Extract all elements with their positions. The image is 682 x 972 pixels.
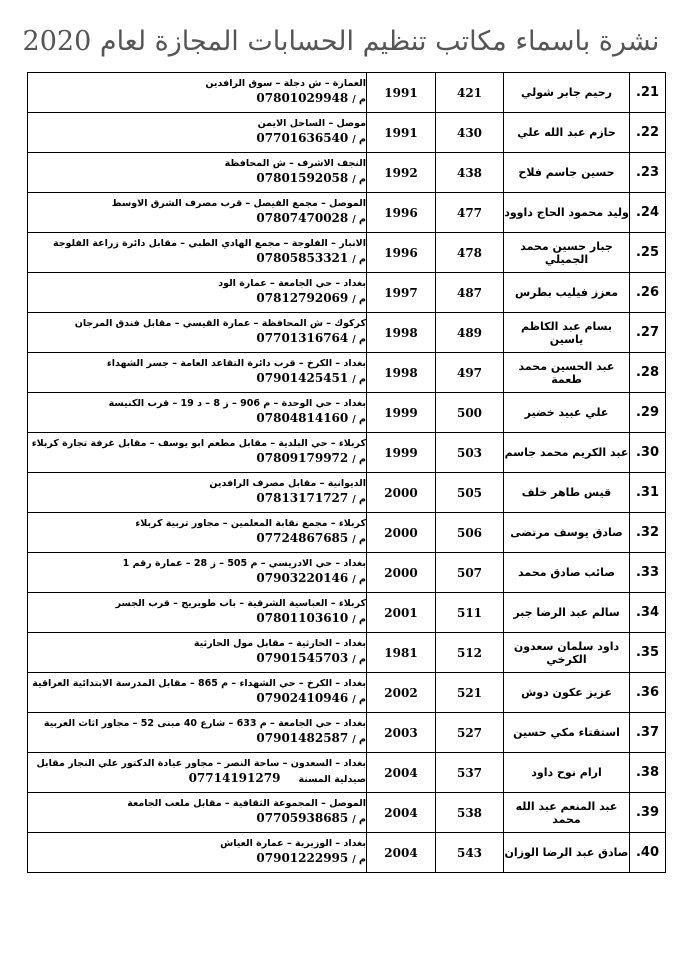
row-number: 34. xyxy=(630,593,666,633)
phone-line xyxy=(28,850,366,868)
office-holder-name: استقتاء مكي حسين xyxy=(504,713,630,753)
office-holder-name: صائب صادق محمد xyxy=(504,553,630,593)
office-holder-name: صادق عبد الرضا الوزان xyxy=(504,833,630,873)
phone-line xyxy=(28,130,366,148)
row-number: 37. xyxy=(630,713,666,753)
office-code: 521 xyxy=(436,673,504,713)
phone-line xyxy=(28,690,366,708)
phone-line xyxy=(28,810,366,828)
phone-number: 07813171727 xyxy=(256,491,349,505)
license-year: 1996 xyxy=(367,193,436,233)
office-holder-name: جبار حسين محمد الجميلي xyxy=(504,233,630,273)
row-number: 27. xyxy=(630,313,666,353)
office-address: بغداد – الكرخ – حي الشهداء – م 865 – مقابل المدرسة الابتدائية العراقية xyxy=(32,678,366,689)
office-holder-name: حسين جاسم فلاح xyxy=(504,153,630,193)
office-address: بغداد – حي الجامعة – عمارة الود xyxy=(218,278,366,289)
table-row xyxy=(28,673,666,713)
address-cell xyxy=(28,353,367,393)
table-row xyxy=(28,113,666,153)
phone-prefix: م / xyxy=(352,94,366,105)
office-code: 421 xyxy=(436,73,504,113)
phone-line xyxy=(28,90,366,108)
license-year: 2004 xyxy=(367,793,436,833)
table-row xyxy=(28,273,666,313)
address-cell xyxy=(28,673,367,713)
address-cell xyxy=(28,713,367,753)
row-number: 23. xyxy=(630,153,666,193)
office-holder-name: عبد المنعم عبد الله محمد xyxy=(504,793,630,833)
phone-prefix: م / xyxy=(352,414,366,425)
row-number: 25. xyxy=(630,233,666,273)
phone-number: 07902410946 xyxy=(256,691,349,705)
row-number: 35. xyxy=(630,633,666,673)
table-row xyxy=(28,193,666,233)
row-number: 36. xyxy=(630,673,666,713)
table-row xyxy=(28,753,666,793)
phone-line xyxy=(28,370,366,388)
address-cell xyxy=(28,793,367,833)
address-cell xyxy=(28,113,367,153)
office-holder-name: رحيم جابر شولي xyxy=(504,73,630,113)
table-row xyxy=(28,513,666,553)
office-address: كربلاء – مجمع نقابة المعلمين – مجاور تربية كربلاء xyxy=(135,518,366,529)
office-holder-name: قيس طاهر خلف xyxy=(504,473,630,513)
phone-number: 07705938685 xyxy=(256,811,349,825)
license-year: 2003 xyxy=(367,713,436,753)
address-cell xyxy=(28,273,367,313)
address-cell xyxy=(28,73,367,113)
phone-number: 07901425451 xyxy=(256,371,349,385)
address-cell xyxy=(28,513,367,553)
office-address: موصل – الساحل الايمن xyxy=(257,118,366,129)
phone-number: 07901545703 xyxy=(256,651,349,665)
phone-line xyxy=(28,730,366,748)
phone-line xyxy=(28,410,366,428)
office-address: بغداد – الوزيرية – عمارة العياش xyxy=(220,838,366,849)
table-row xyxy=(28,833,666,873)
table-row xyxy=(28,233,666,273)
license-year: 1998 xyxy=(367,313,436,353)
license-year: 1992 xyxy=(367,153,436,193)
office-address: بغداد – حي الوحدة – م 906 – ز 8 – د 19 – قرب الكنيسة xyxy=(108,398,366,409)
license-year: 1996 xyxy=(367,233,436,273)
office-address: كربلاء – حي البلدية – مقابل مطعم ابو يوسف – مقابل غرفة تجارة كربلاء xyxy=(31,438,366,449)
phone-prefix: م / xyxy=(352,534,366,545)
phone-line xyxy=(28,770,366,788)
office-code: 503 xyxy=(436,433,504,473)
phone-prefix: م / xyxy=(352,334,366,345)
phone-prefix: م / xyxy=(352,734,366,745)
phone-prefix: م / xyxy=(352,134,366,145)
office-code: 500 xyxy=(436,393,504,433)
phone-number: 07901482587 xyxy=(256,731,349,745)
row-number: 26. xyxy=(630,273,666,313)
phone-number: 07701316764 xyxy=(256,331,349,345)
row-number: 32. xyxy=(630,513,666,553)
office-holder-name: وليد محمود الحاج داوود xyxy=(504,193,630,233)
row-number: 29. xyxy=(630,393,666,433)
address-cell xyxy=(28,833,367,873)
license-year: 2004 xyxy=(367,833,436,873)
office-holder-name: عبد الكريم محمد جاسم xyxy=(504,433,630,473)
phone-number: 07724867685 xyxy=(256,531,349,545)
table-row xyxy=(28,153,666,193)
office-address: الانبار – الفلوجة – مجمع الهادي الطبي – مقابل دائرة زراعة الفلوجة xyxy=(52,238,366,249)
row-number: 21. xyxy=(630,73,666,113)
row-number: 30. xyxy=(630,433,666,473)
table-row xyxy=(28,793,666,833)
office-code: 477 xyxy=(436,193,504,233)
phone-prefix: م / xyxy=(352,654,366,665)
phone-line xyxy=(28,530,366,548)
license-year: 1999 xyxy=(367,433,436,473)
office-holder-name: صادق يوسف مرتضى xyxy=(504,513,630,553)
phone-prefix: م / xyxy=(352,374,366,385)
phone-line xyxy=(28,170,366,188)
office-holder-name: سالم عبد الرضا جبر xyxy=(504,593,630,633)
phone-prefix: م / xyxy=(352,574,366,585)
office-code: 438 xyxy=(436,153,504,193)
license-year: 2000 xyxy=(367,553,436,593)
phone-number: 07805853321 xyxy=(256,251,349,265)
phone-number: 07812792069 xyxy=(256,291,349,305)
phone-number: 07714191279 xyxy=(188,771,281,785)
phone-line xyxy=(28,650,366,668)
phone-prefix: م / xyxy=(352,294,366,305)
address-cell xyxy=(28,633,367,673)
address-cell xyxy=(28,593,367,633)
office-address: بغداد – حي الادريسي – م 505 – ز 28 – عمارة رقم 1 xyxy=(122,558,366,569)
office-code: 537 xyxy=(436,753,504,793)
license-year: 1999 xyxy=(367,393,436,433)
phone-prefix: م / xyxy=(352,814,366,825)
table-row xyxy=(28,353,666,393)
office-address: بغداد – حي الجامعة – م 633 – شارع 40 مبنى 52 – مجاور اثاث العربية xyxy=(43,718,366,729)
table-row xyxy=(28,393,666,433)
phone-line xyxy=(28,610,366,628)
office-code: 505 xyxy=(436,473,504,513)
license-year: 1997 xyxy=(367,273,436,313)
office-code: 506 xyxy=(436,513,504,553)
phone-prefix: م / xyxy=(352,174,366,185)
table-row xyxy=(28,473,666,513)
row-number: 40. xyxy=(630,833,666,873)
license-year: 1998 xyxy=(367,353,436,393)
table-body xyxy=(28,73,666,873)
office-code: 489 xyxy=(436,313,504,353)
address-cell xyxy=(28,153,367,193)
office-address: العمارة – ش دجلة – سوق الرافدين xyxy=(205,78,366,89)
row-number: 33. xyxy=(630,553,666,593)
office-address: النجف الاشرف – ش المحافظة xyxy=(224,158,366,169)
phone-line xyxy=(28,250,366,268)
office-holder-name: ارام نوح داود xyxy=(504,753,630,793)
address-cell xyxy=(28,233,367,273)
office-holder-name: معزز فيليب بطرس xyxy=(504,273,630,313)
license-year: 2001 xyxy=(367,593,436,633)
table-row xyxy=(28,713,666,753)
table-row xyxy=(28,553,666,593)
office-address: الموصل – المجموعة الثقافية – مقابل ملعب الجامعة xyxy=(127,798,366,809)
license-year: 1991 xyxy=(367,73,436,113)
license-year: 2004 xyxy=(367,753,436,793)
office-holder-name: داود سلمان سعدون الكرخي xyxy=(504,633,630,673)
phone-prefix: م / xyxy=(352,694,366,705)
address-cell xyxy=(28,753,367,793)
office-address-continued: صيدلية المسنة xyxy=(298,774,366,785)
address-cell xyxy=(28,313,367,353)
office-holder-name: حازم عبد الله علي xyxy=(504,113,630,153)
phone-number: 07807470028 xyxy=(256,211,349,225)
row-number: 22. xyxy=(630,113,666,153)
phone-prefix: م / xyxy=(352,214,366,225)
phone-prefix: م / xyxy=(352,614,366,625)
office-address: بغداد – الحارثية – مقابل مول الحارثية xyxy=(193,638,366,649)
phone-number: 07801592058 xyxy=(256,171,349,185)
office-address: الموصل – مجمع الفيصل – قرب مصرف الشرق الاوسط xyxy=(111,198,366,209)
office-holder-name: بسام عبد الكاظم ياسين xyxy=(504,313,630,353)
office-code: 487 xyxy=(436,273,504,313)
phone-prefix: م / xyxy=(352,494,366,505)
row-number: 24. xyxy=(630,193,666,233)
row-number: 28. xyxy=(630,353,666,393)
row-number: 38. xyxy=(630,753,666,793)
office-code: 497 xyxy=(436,353,504,393)
office-code: 543 xyxy=(436,833,504,873)
office-code: 538 xyxy=(436,793,504,833)
office-code: 507 xyxy=(436,553,504,593)
phone-line xyxy=(28,330,366,348)
phone-number: 07903220146 xyxy=(256,571,349,585)
office-address: كربلاء – العباسية الشرقية – باب طويريج – قرب الجسر xyxy=(115,598,366,609)
phone-number: 07701636540 xyxy=(256,131,349,145)
office-holder-name: علي عبيد خضير xyxy=(504,393,630,433)
office-code: 430 xyxy=(436,113,504,153)
office-code: 527 xyxy=(436,713,504,753)
address-cell xyxy=(28,393,367,433)
row-number: 39. xyxy=(630,793,666,833)
office-holder-name: عزيز عكون دوش xyxy=(504,673,630,713)
phone-line xyxy=(28,210,366,228)
address-cell xyxy=(28,433,367,473)
phone-number: 07801029948 xyxy=(256,91,349,105)
license-year: 2002 xyxy=(367,673,436,713)
offices-table xyxy=(27,72,666,873)
office-address: كركوك – ش المحافظة – عمارة القيسي – مقابل فندق المرجان xyxy=(74,318,366,329)
phone-prefix: م / xyxy=(352,254,366,265)
office-code: 512 xyxy=(436,633,504,673)
license-year: 1981 xyxy=(367,633,436,673)
phone-number: 07804814160 xyxy=(256,411,349,425)
address-cell xyxy=(28,473,367,513)
phone-number: 07901222995 xyxy=(256,851,349,865)
office-holder-name: عبد الحسين محمد طعمة xyxy=(504,353,630,393)
license-year: 1991 xyxy=(367,113,436,153)
license-year: 2000 xyxy=(367,513,436,553)
table-row xyxy=(28,313,666,353)
phone-line xyxy=(28,490,366,508)
office-address: الديوانية – مقابل مصرف الرافدين xyxy=(209,478,366,489)
phone-prefix: م / xyxy=(352,454,366,465)
table-row xyxy=(28,593,666,633)
address-cell xyxy=(28,193,367,233)
office-address: بغداد – الكرخ – قرب دائرة التقاعد العامة – جسر الشهداء xyxy=(106,358,366,369)
address-cell xyxy=(28,553,367,593)
phone-line xyxy=(28,290,366,308)
page-title: نشرة باسماء مكاتب تنظيم الحسابات المجازة لعام 2020 xyxy=(22,26,660,57)
phone-line xyxy=(28,450,366,468)
office-code: 511 xyxy=(436,593,504,633)
phone-number: 07801103610 xyxy=(256,611,349,625)
office-code: 478 xyxy=(436,233,504,273)
table-row xyxy=(28,73,666,113)
phone-prefix: م / xyxy=(352,854,366,865)
table-row xyxy=(28,633,666,673)
phone-number: 07809179972 xyxy=(256,451,349,465)
phone-line xyxy=(28,570,366,588)
table-row xyxy=(28,433,666,473)
office-address: بغداد – السعدون – ساحة النصر – مجاور عيادة الدكتور علي النجار مقابل xyxy=(36,758,366,769)
row-number: 31. xyxy=(630,473,666,513)
license-year: 2000 xyxy=(367,473,436,513)
